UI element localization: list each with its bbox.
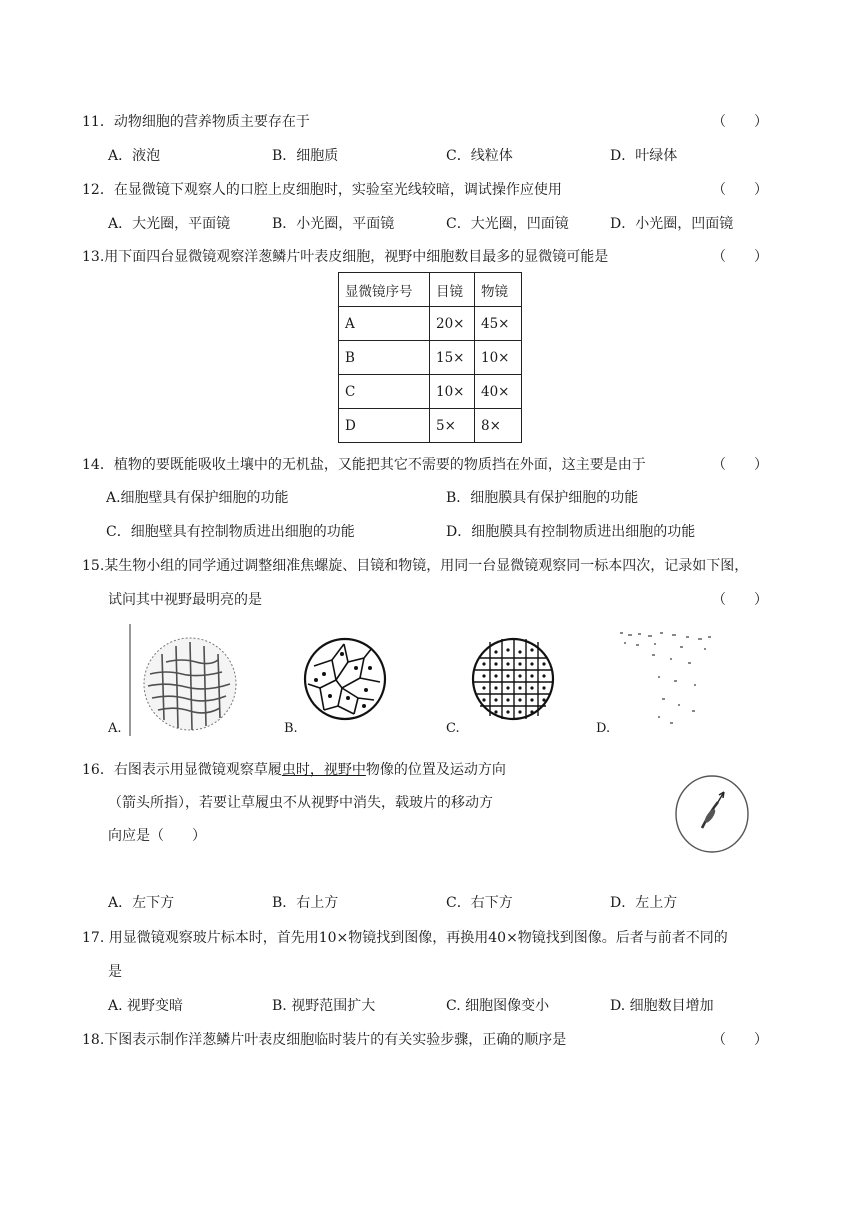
q12-option-d: D．小光圈，凹面镜	[610, 216, 734, 232]
table-cell: 45×	[475, 307, 522, 341]
paramecium-field-of-view	[672, 772, 752, 860]
figure-d-label: D.	[596, 721, 611, 736]
table-cell: 8×	[475, 409, 522, 443]
q12-stem: 12．在显微镜下观察人的口腔上皮细胞时，实验室光线较暗，调试操作应使用	[82, 182, 562, 198]
q17-option-b: B. 视野范围扩大	[272, 998, 376, 1014]
q18-answer-bracket: （ ）	[712, 1032, 768, 1048]
table-row	[339, 375, 522, 409]
q13-stem: 13.用下面四台显微镜观察洋葱鳞片叶表皮细胞，视野中细胞数目最多的显微镜可能是	[82, 249, 609, 265]
q18-stem: 18.下图表示制作洋葱鳞片叶表皮细胞临时装片的有关实验步骤，正确的顺序是	[82, 1032, 567, 1048]
table-cell: C	[339, 375, 430, 409]
q12-option-c: C．大光圈，凹面镜	[446, 216, 569, 232]
q17-option-c: C. 细胞图像变小	[446, 998, 550, 1014]
q14-option-d: D．细胞膜具有控制物质进出细胞的功能	[446, 524, 696, 540]
table-row	[339, 307, 522, 341]
table-cell: 40×	[475, 375, 522, 409]
q12-option-b: B．小光圈，平面镜	[272, 216, 395, 232]
q11-option-c: C．线粒体	[446, 148, 513, 164]
q17-option-d: D. 细胞数目增加	[610, 998, 714, 1014]
q16-stem-part2: 物像的位置及运动方向	[365, 762, 506, 778]
q17-stem-line1: 17. 用显微镜观察玻片标本时，首先用10×物镜找到图像，再换用40×物镜找到图像。后者与前者不同的	[82, 930, 728, 946]
table-cell: D	[339, 409, 430, 443]
q11-option-b: B．细胞质	[272, 148, 339, 164]
q11-answer-bracket: （ ）	[712, 114, 768, 130]
q16-stem-part1: 16．右图表示用显微镜观察草履	[82, 762, 282, 778]
q16-option-d: D．左上方	[610, 895, 678, 911]
q11-stem: 11．动物细胞的营养物质主要存在于	[82, 114, 310, 130]
table-header: 显微镜序号	[339, 273, 430, 307]
figure-c-small-cells	[470, 636, 556, 726]
microscope-table	[338, 272, 522, 443]
table-cell: 10×	[430, 375, 475, 409]
table-header-row	[339, 273, 522, 307]
q16-stem-line3: 向应是（ ）	[108, 828, 206, 844]
q16-stem-underlined: 虫时，视野中	[281, 762, 366, 778]
table-cell: A	[339, 307, 430, 341]
q15-answer-bracket: （ ）	[712, 592, 768, 608]
q12-answer-bracket: （ ）	[712, 182, 768, 198]
q13-answer-bracket: （ ）	[712, 249, 768, 265]
q16-option-a: A．左下方	[108, 895, 175, 911]
q14-stem: 14．植物的要既能吸收土壤中的无机盐，又能把其它不需要的物质挡在外面，这主要是由于	[82, 457, 646, 473]
q17-stem-line2: 是	[108, 964, 122, 980]
table-row	[339, 341, 522, 375]
table-cell: 20×	[430, 307, 475, 341]
table-row	[339, 409, 522, 443]
table-cell: 15×	[430, 341, 475, 375]
figure-c-label: C.	[446, 721, 460, 736]
q11-option-a: A．液泡	[108, 148, 161, 164]
q11-option-d: D．叶绿体	[610, 148, 678, 164]
q14-option-c: C．细胞壁具有控制物质进出细胞的功能	[106, 524, 355, 540]
q16-stem-line2: （箭头所指），若要让草履虫不从视野中消失，载玻片的移动方	[108, 795, 493, 811]
q14-option-b: B．细胞膜具有保护细胞的功能	[446, 490, 639, 506]
q15-stem-line2: 试问其中视野最明亮的是	[108, 592, 262, 608]
table-header: 物镜	[475, 273, 522, 307]
q17-option-a: A. 视野变暗	[108, 998, 184, 1014]
figure-b-large-cells	[302, 636, 388, 726]
q16-stem-line1	[82, 759, 506, 779]
q16-option-c: C．右下方	[446, 895, 513, 911]
table-cell: 10×	[475, 341, 522, 375]
q14-option-a: A.细胞壁具有保护细胞的功能	[106, 490, 289, 506]
q14-answer-bracket: （ ）	[712, 457, 768, 473]
table-cell: B	[339, 341, 430, 375]
table-header: 目镜	[430, 273, 475, 307]
q12-option-a: A．大光圈，平面镜	[108, 216, 231, 232]
figure-d-bright-faint-cells	[614, 628, 720, 736]
table-cell: 5×	[430, 409, 475, 443]
q16-option-b: B．右上方	[272, 895, 339, 911]
q15-stem-line1: 15.某生物小组的同学通过调整细准焦螺旋、目镜和物镜，用同一台显微镜观察同一标本四次，记录如下图，	[82, 558, 749, 574]
figure-a-label: A.	[108, 721, 122, 736]
figure-b-label: B.	[284, 721, 298, 736]
figure-a-dim-cells	[126, 624, 246, 740]
